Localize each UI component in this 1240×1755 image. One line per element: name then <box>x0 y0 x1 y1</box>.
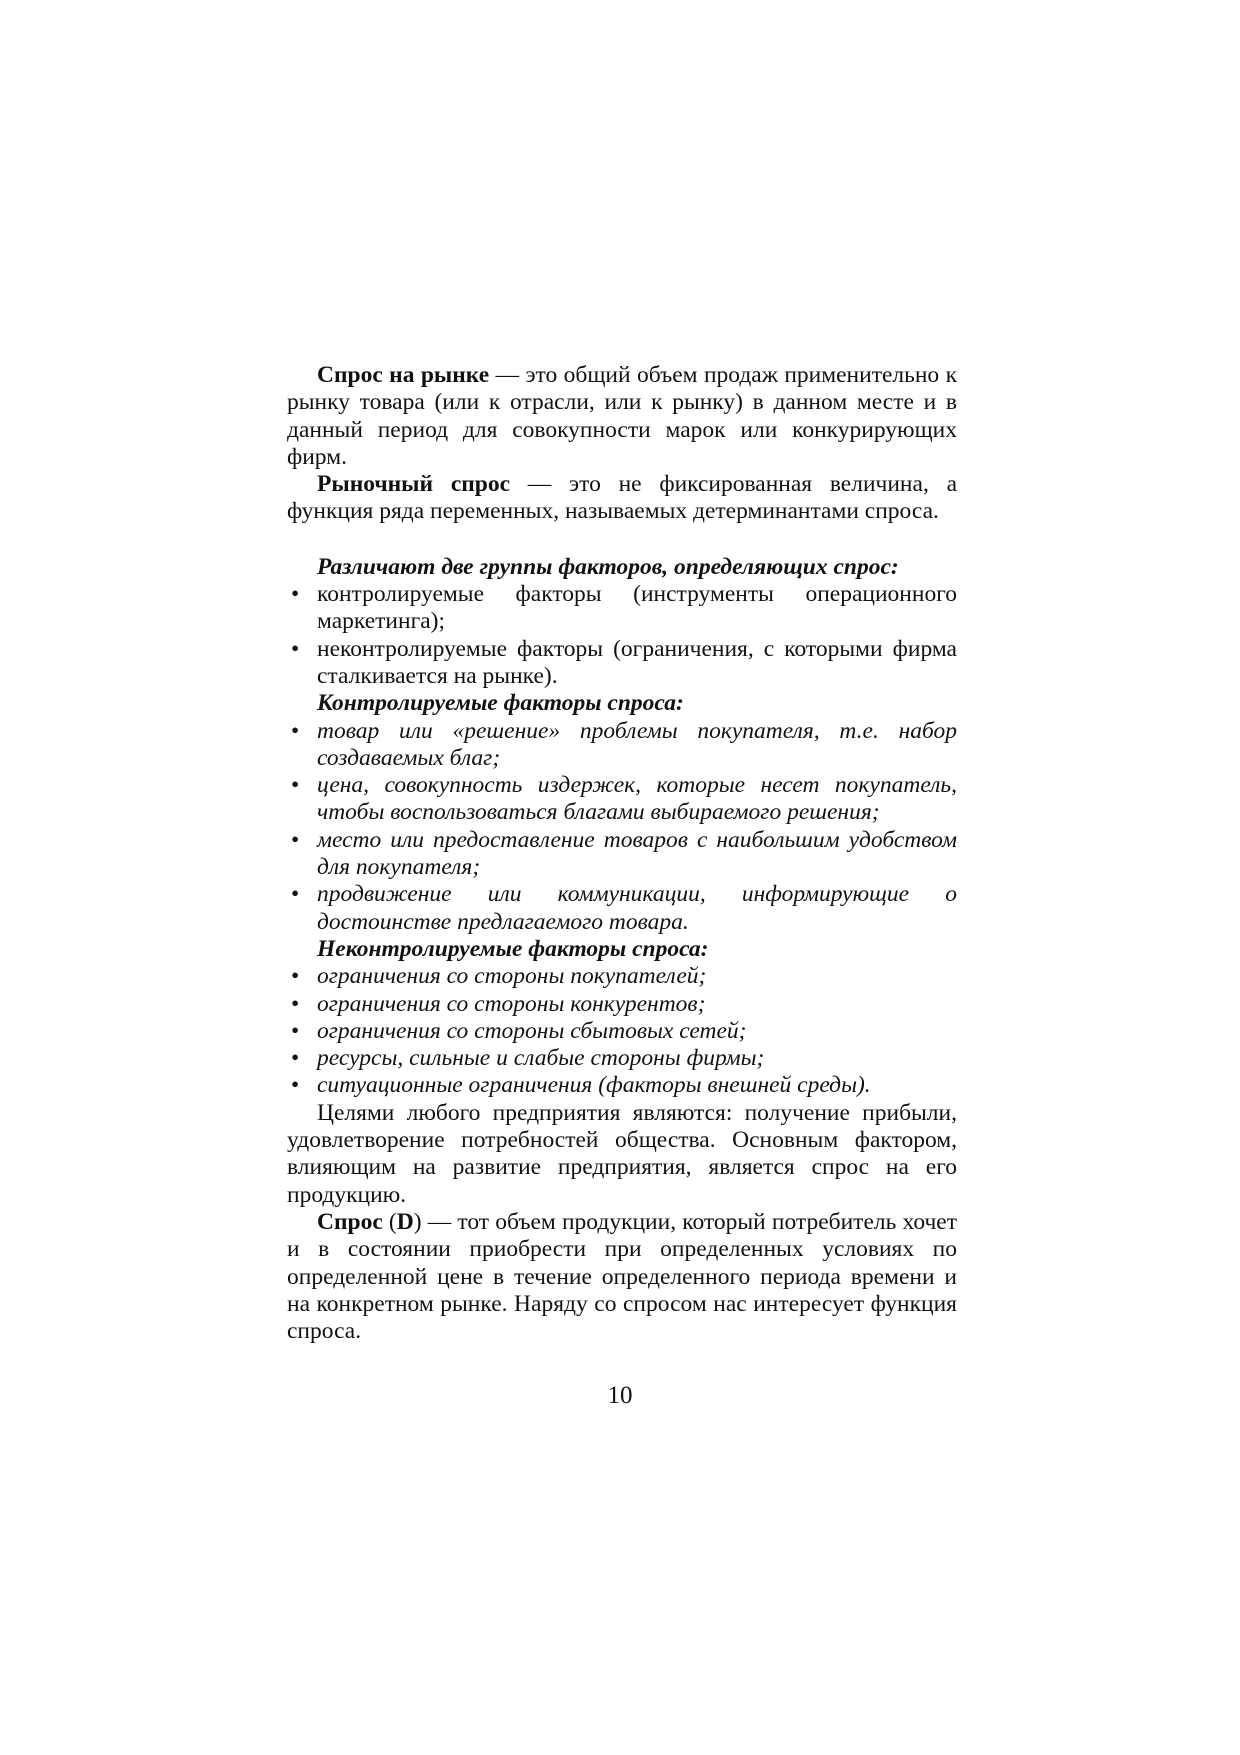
paragraph-text: ) — тот объем продукции, который потребитель хочет и в состоянии приобрести при определенных условиях по определенной цене в течение определенного периода времени и на конкретном рынке. Наряду со спросом нас интересует функция спроса. <box>287 1208 958 1345</box>
list-item: • продвижение или коммуникации, информирующие о достоинстве предлагаемого товара. <box>287 881 957 936</box>
list-item: • ограничения со стороны покупателей; <box>287 963 957 990</box>
term-demand: Спрос <box>317 1208 383 1235</box>
heading-factor-groups: Различают две группы факторов, определяющих спрос: <box>317 553 899 580</box>
list-item: • цена, совокупность издержек, которые несет покупатель, чтобы воспользоваться благами выбираемого решения; <box>287 772 957 827</box>
list-item: • ограничения со стороны конкурентов; <box>287 991 957 1018</box>
term-market-demand: Спрос на рынке <box>317 362 490 388</box>
list-item: • неконтролируемые факторы (ограничения, с которыми фирма сталкивается на рынке). <box>287 636 957 691</box>
paragraph-text: — это общий объем продаж применительно к рынку товара (или к отрасли, или к рынку) в данном месте и в данный период для совокупности марок или конкурирующих фирм. <box>287 362 957 470</box>
paragraph-text: ( <box>382 1208 397 1235</box>
factor-groups-list <box>287 581 957 690</box>
list-item: • ситуационные ограничения (факторы внешней среды). <box>287 1072 957 1099</box>
paragraph-market-demand-function <box>287 471 957 526</box>
list-item: • товар или «решение» проблемы покупателя, т.е. набор создаваемых благ; <box>287 718 957 773</box>
paragraph-text: — это не фиксированная величина, а функция ряда переменных, называемых детерминантами спроса. <box>287 471 957 525</box>
uncontrollable-factors-list <box>287 963 957 1099</box>
controllable-factors-list <box>287 718 957 936</box>
page-content <box>287 362 957 1345</box>
page-number: 10 <box>607 1382 633 1409</box>
heading-controllable-factors: Контролируемые факторы спроса: <box>317 690 684 717</box>
paragraph-enterprise-goals: Целями любого предприятия являются: получение прибыли, удовлетворение потребностей общества. Основным фактором, влияющим на развитие предприятия, является спрос на его продукцию. <box>287 1099 957 1208</box>
paragraph-demand-definition <box>287 1209 957 1345</box>
paragraph-market-demand <box>287 362 957 471</box>
demand-symbol: D <box>396 1208 414 1235</box>
list-item: • ресурсы, сильные и слабые стороны фирмы; <box>287 1045 957 1072</box>
list-item: • контролируемые факторы (инструменты операционного маркетинга); <box>287 581 957 636</box>
term-market-demand-2: Рыночный спрос <box>317 471 511 498</box>
list-item: • место или предоставление товаров с наибольшим удобством для покупателя; <box>287 827 957 882</box>
list-item: • ограничения со стороны сбытовых сетей; <box>287 1018 957 1045</box>
heading-uncontrollable-factors: Неконтролируемые факторы спроса: <box>317 935 709 962</box>
